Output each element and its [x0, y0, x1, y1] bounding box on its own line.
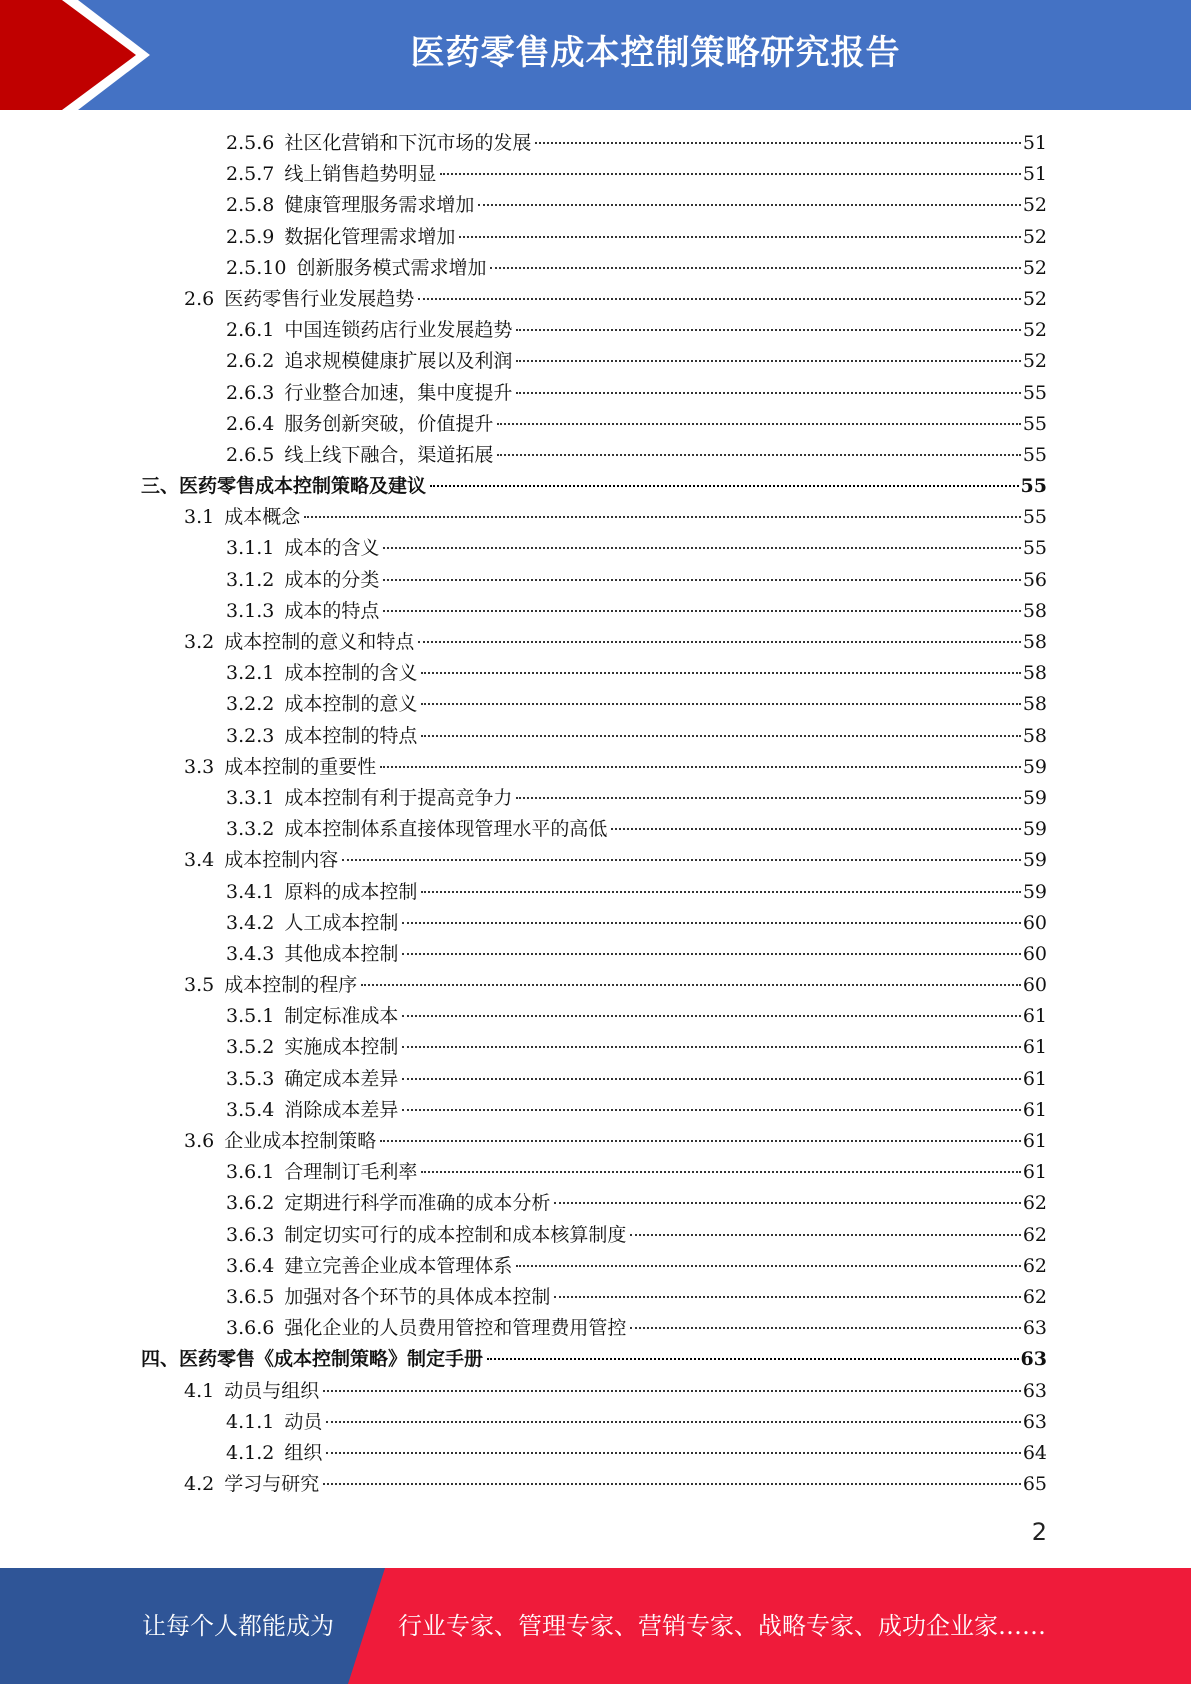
toc-entry-page: 52	[1022, 287, 1047, 310]
toc-dot-leader	[383, 579, 1020, 581]
toc-entry-page: 64	[1022, 1441, 1047, 1464]
toc-entry-title: 成本控制的重要性	[224, 755, 377, 778]
toc-entry-number: 2.6.1	[226, 319, 275, 342]
toc-dot-leader	[630, 1234, 1020, 1236]
toc-entry-4-1-1[interactable]	[0, 1407, 1191, 1438]
toc-entry-page: 58	[1022, 662, 1047, 685]
toc-dot-leader	[430, 485, 1019, 487]
toc-entry-title: 成本控制的特点	[284, 724, 418, 747]
toc-dot-leader	[383, 610, 1020, 612]
toc-entry-title: 制定标准成本	[284, 1005, 399, 1028]
toc-entry-2-5-8[interactable]	[0, 190, 1191, 221]
toc-dot-leader	[402, 1015, 1020, 1017]
toc-entry-title: 三、医药零售成本控制策略及建议	[141, 475, 427, 498]
toc-entry-title: 四、医药零售《成本控制策略》制定手册	[141, 1348, 484, 1371]
toc-dot-leader	[323, 1483, 1021, 1485]
toc-entry-3-3-1[interactable]	[0, 783, 1191, 814]
toc-entry-3-6-3[interactable]	[0, 1220, 1191, 1251]
toc-entry-number: 3.1.1	[226, 537, 275, 560]
toc-entry-title: 建立完善企业成本管理体系	[284, 1254, 513, 1277]
toc-entry-number: 2.5.9	[226, 225, 275, 248]
toc-dot-leader	[304, 516, 1021, 518]
toc-entry-title: 中国连锁药店行业发展趋势	[284, 319, 513, 342]
toc-entry-3-5-1[interactable]	[0, 1001, 1191, 1032]
toc-entry-page: 60	[1022, 974, 1047, 997]
toc-entry-number: 2.6.3	[226, 381, 275, 404]
toc-entry-number: 3.4.2	[226, 911, 275, 934]
toc-entry-number: 3.6.5	[226, 1285, 275, 1308]
toc-entry-2-6-4[interactable]	[0, 409, 1191, 440]
toc-entry-title: 确定成本差异	[284, 1067, 399, 1090]
toc-entry-page: 63	[1022, 1379, 1047, 1402]
toc-entry-number: 3.5.2	[226, 1036, 275, 1059]
toc-entry-page: 58	[1022, 631, 1047, 653]
toc-dot-leader	[421, 1171, 1020, 1173]
toc-entry-number: 3.2.2	[226, 693, 275, 716]
toc-dot-leader	[497, 454, 1020, 456]
toc-entry-3-6-5[interactable]	[0, 1282, 1191, 1313]
toc-entry-page: 52	[1022, 194, 1047, 217]
toc-entry-number: 4.1.2	[226, 1441, 275, 1464]
toc-entry-number: 3.1	[184, 506, 215, 529]
toc-entry-number: 3.6.6	[226, 1317, 275, 1340]
toc-dot-leader	[402, 953, 1020, 955]
toc-entry-3-4-2[interactable]	[0, 908, 1191, 939]
toc-entry-number: 3.6.4	[226, 1254, 275, 1277]
toc-entry-3-4[interactable]	[0, 845, 1191, 876]
toc-entry-title: 数据化管理需求增加	[284, 225, 456, 248]
toc-entry-number: 3.4.1	[226, 880, 275, 903]
toc-entry-2-5-6[interactable]	[0, 128, 1191, 159]
toc-entry-number: 2.6.2	[226, 350, 275, 373]
toc-entry-page: 58	[1022, 599, 1047, 622]
toc-entry-3-4-1[interactable]	[0, 877, 1191, 908]
toc-entry-page: 60	[1022, 911, 1047, 934]
page-number: 2	[1031, 1518, 1047, 1546]
toc-entry-title: 加强对各个环节的具体成本控制	[284, 1285, 551, 1308]
toc-dot-leader	[630, 1327, 1020, 1329]
toc-entry-page: 62	[1022, 1254, 1047, 1277]
toc-dot-leader	[421, 891, 1020, 893]
toc-entry-page: 61	[1022, 1067, 1047, 1090]
toc-dot-leader	[402, 922, 1020, 924]
toc-entry-3-5[interactable]	[0, 970, 1191, 1001]
toc-entry-title: 其他成本控制	[284, 942, 399, 965]
toc-entry-number: 3.6.3	[226, 1223, 275, 1246]
toc-entry-number: 3.5.4	[226, 1098, 275, 1121]
toc-entry-4-2[interactable]	[0, 1469, 1191, 1500]
toc-entry-2-5-7[interactable]	[0, 159, 1191, 190]
toc-entry-3-6-2[interactable]	[0, 1188, 1191, 1219]
toc-entry-title: 线上销售趋势明显	[284, 163, 437, 186]
toc-dot-leader	[402, 1078, 1020, 1080]
toc-entry-page: 56	[1022, 568, 1047, 591]
toc-entry-3-1[interactable]	[0, 502, 1191, 533]
toc-dot-leader	[497, 423, 1020, 425]
page-header	[0, 0, 1191, 110]
toc-entry-number: 3.6.2	[226, 1192, 275, 1215]
toc-entry-2-6[interactable]	[0, 284, 1191, 315]
toc-entry-3-1-3[interactable]	[0, 596, 1191, 627]
toc-entry-number: 2.5.8	[226, 194, 275, 217]
toc-entry-3-6-6[interactable]	[0, 1313, 1191, 1344]
toc-entry-3-1-2[interactable]	[0, 565, 1191, 596]
toc-entry-number: 2.5.6	[226, 132, 275, 154]
toc-entry-title: 定期进行科学而准确的成本分析	[284, 1192, 551, 1215]
toc-dot-leader	[380, 1140, 1021, 1142]
toc-entry-3-2-3[interactable]	[0, 721, 1191, 752]
toc-entry-title: 线上线下融合，渠道拓展	[284, 443, 494, 466]
toc-entry-page: 59	[1022, 880, 1047, 903]
toc-entry-title: 动员与组织	[224, 1379, 320, 1402]
toc-entry-number: 3.5.3	[226, 1067, 275, 1090]
toc-entry-4-1[interactable]	[0, 1376, 1191, 1407]
toc-dot-leader	[478, 204, 1020, 206]
toc-entry-title: 医药零售行业发展趋势	[224, 287, 415, 310]
toc-entry-3-5-2[interactable]	[0, 1032, 1191, 1063]
toc-entry-page: 61	[1022, 1036, 1047, 1059]
toc-dot-leader	[418, 298, 1021, 300]
toc-dot-leader	[490, 267, 1020, 269]
toc-entry-title: 强化企业的人员费用管控和管理费用管控	[284, 1317, 627, 1340]
toc-entry-title: 原料的成本控制	[284, 880, 418, 903]
toc-entry-2-5-9[interactable]	[0, 222, 1191, 253]
toc-dot-leader	[554, 1296, 1020, 1298]
toc-entry-title: 成本控制有利于提高竞争力	[284, 786, 513, 809]
page-footer	[0, 1568, 1191, 1684]
toc-entry-number: 2.6	[184, 287, 215, 310]
toc-entry-page: 52	[1022, 256, 1047, 279]
toc-entry-title: 组织	[284, 1441, 323, 1464]
toc-entry-title: 追求规模健康扩展以及利润	[284, 350, 513, 373]
toc-entry-number: 2.6.5	[226, 443, 275, 466]
document-title: 医药零售成本控制策略研究报告	[410, 33, 901, 73]
toc-entry-page: 55	[1022, 443, 1047, 466]
toc-dot-leader	[535, 142, 1020, 144]
toc-entry-title: 成本控制体系直接体现管理水平的高低	[284, 818, 608, 841]
toc-entry-3-2-1[interactable]	[0, 658, 1191, 689]
toc-dot-leader	[516, 329, 1020, 331]
toc-dot-leader	[380, 766, 1021, 768]
toc-entry-number: 4.1.1	[226, 1410, 275, 1433]
toc-entry-number: 2.6.4	[226, 412, 275, 435]
toc-dot-leader	[611, 828, 1020, 830]
toc-entry-page: 55	[1020, 475, 1047, 498]
toc-dot-leader	[342, 859, 1021, 861]
toc-dot-leader	[361, 984, 1021, 986]
toc-entry-page: 59	[1022, 849, 1047, 872]
toc-entry-number: 3.1.3	[226, 599, 275, 622]
toc-entry-title: 消除成本差异	[284, 1098, 399, 1121]
toc-entry-title: 创新服务模式需求增加	[296, 256, 487, 279]
toc-entry-title: 成本控制的含义	[284, 662, 418, 685]
toc-entry-3-6[interactable]	[0, 1126, 1191, 1157]
toc-entry-3-2-2[interactable]	[0, 689, 1191, 720]
toc-dot-leader	[421, 703, 1020, 705]
toc-dot-leader	[516, 1265, 1020, 1267]
toc-entry-number: 3.2.3	[226, 724, 275, 747]
toc-entry-3-2[interactable]	[0, 627, 1191, 658]
toc-entry-number: 3.6.1	[226, 1161, 275, 1184]
toc-entry-title: 动员	[284, 1410, 323, 1433]
toc-entry-title: 成本概念	[224, 506, 301, 529]
toc-dot-leader	[516, 797, 1020, 799]
toc-entry-2-6-3[interactable]	[0, 378, 1191, 409]
toc-entry-page: 61	[1022, 1005, 1047, 1028]
toc-dot-leader	[516, 392, 1020, 394]
toc-entry-page: 61	[1022, 1098, 1047, 1121]
toc-entry-title: 学习与研究	[224, 1473, 320, 1496]
toc-entry-page: 62	[1022, 1192, 1047, 1215]
toc-entry-number: 3.4	[184, 849, 215, 872]
toc-entry-title: 成本的分类	[284, 568, 380, 591]
toc-entry-number: 3.2	[184, 631, 215, 653]
toc-entry-number: 3.5	[184, 974, 215, 997]
toc-entry-page: 63	[1022, 1410, 1047, 1433]
toc-entry-page: 59	[1022, 755, 1047, 778]
toc-entry-page: 58	[1022, 693, 1047, 716]
toc-entry-number: 3.4.3	[226, 942, 275, 965]
toc-entry-number: 3.1.2	[226, 568, 275, 591]
toc-entry-3-4-3[interactable]	[0, 939, 1191, 970]
toc-entry-page: 51	[1022, 163, 1047, 186]
toc-entry-page: 52	[1022, 225, 1047, 248]
toc-dot-leader	[326, 1421, 1020, 1423]
toc-entry-page: 55	[1022, 381, 1047, 404]
toc-entry-2-5-10[interactable]	[0, 253, 1191, 284]
toc-entry-page: 55	[1022, 537, 1047, 560]
toc-entry-number: 3.6	[184, 1130, 215, 1152]
toc-entry-page: 59	[1022, 818, 1047, 841]
toc-dot-leader	[418, 641, 1021, 643]
toc-entry-3-1-1[interactable]	[0, 533, 1191, 564]
table-of-contents	[0, 128, 1191, 1500]
toc-entry-page: 63	[1022, 1317, 1047, 1340]
toc-entry-number: 2.5.10	[226, 256, 287, 279]
toc-entry-title: 健康管理服务需求增加	[284, 194, 475, 217]
toc-entry-2-6-1[interactable]	[0, 315, 1191, 346]
toc-entry-page: 61	[1022, 1161, 1047, 1184]
toc-entry-2-6-2[interactable]	[0, 346, 1191, 377]
toc-entry-3-3[interactable]	[0, 752, 1191, 783]
toc-entry-title: 服务创新突破，价值提升	[284, 412, 494, 435]
toc-entry-chapter-11[interactable]	[0, 471, 1191, 502]
toc-entry-title: 企业成本控制策略	[224, 1130, 377, 1152]
toc-dot-leader	[516, 360, 1020, 362]
toc-entry-page: 61	[1022, 1130, 1047, 1152]
toc-entry-3-6-1[interactable]	[0, 1157, 1191, 1188]
toc-entry-page: 55	[1022, 412, 1047, 435]
toc-entry-page: 58	[1022, 724, 1047, 747]
toc-dot-leader	[487, 1358, 1019, 1360]
toc-entry-number: 4.1	[184, 1379, 215, 1402]
toc-entry-number: 3.3.1	[226, 786, 275, 809]
toc-entry-number: 3.3	[184, 755, 215, 778]
toc-dot-leader	[421, 735, 1020, 737]
toc-entry-number: 4.2	[184, 1473, 215, 1496]
toc-entry-page: 62	[1022, 1285, 1047, 1308]
toc-entry-number: 3.5.1	[226, 1005, 275, 1028]
toc-entry-title: 人工成本控制	[284, 911, 399, 934]
toc-entry-title: 实施成本控制	[284, 1036, 399, 1059]
toc-entry-number: 2.5.7	[226, 163, 275, 186]
toc-entry-title: 成本的含义	[284, 537, 380, 560]
toc-entry-4-1-2[interactable]	[0, 1438, 1191, 1469]
toc-entry-page: 52	[1022, 350, 1047, 373]
toc-entry-title: 制定切实可行的成本控制和成本核算制度	[284, 1223, 627, 1246]
toc-dot-leader	[440, 173, 1020, 175]
toc-entry-2-6-5[interactable]	[0, 440, 1191, 471]
toc-entry-page: 51	[1022, 132, 1047, 154]
toc-entry-title: 行业整合加速，集中度提升	[284, 381, 513, 404]
toc-entry-title: 成本控制的意义和特点	[224, 631, 415, 653]
toc-entry-title: 成本控制的意义	[284, 693, 418, 716]
toc-entry-title: 合理制订毛利率	[284, 1161, 418, 1184]
toc-entry-title: 成本的特点	[284, 599, 380, 622]
toc-dot-leader	[459, 236, 1020, 238]
toc-entry-page: 60	[1022, 942, 1047, 965]
toc-dot-leader	[326, 1452, 1020, 1454]
footer-slogan-right: 行业专家、管理专家、营销专家、战略专家、成功企业家……	[398, 1612, 1046, 1640]
toc-entry-number: 3.3.2	[226, 818, 275, 841]
toc-entry-title: 成本控制内容	[224, 849, 339, 872]
toc-entry-chapter-39[interactable]	[0, 1344, 1191, 1375]
header-arrow-decoration	[0, 0, 160, 110]
toc-entry-page: 65	[1022, 1473, 1047, 1496]
toc-entry-page: 62	[1022, 1223, 1047, 1246]
toc-entry-page: 63	[1020, 1348, 1047, 1371]
toc-dot-leader	[554, 1202, 1020, 1204]
toc-entry-page: 52	[1022, 319, 1047, 342]
toc-entry-page: 59	[1022, 786, 1047, 809]
toc-dot-leader	[383, 547, 1020, 549]
toc-entry-number: 3.2.1	[226, 662, 275, 685]
toc-entry-3-5-4[interactable]	[0, 1095, 1191, 1126]
toc-entry-title: 社区化营销和下沉市场的发展	[284, 132, 532, 154]
toc-dot-leader	[402, 1109, 1020, 1111]
toc-dot-leader	[402, 1046, 1020, 1048]
footer-slogan-left: 让每个人都能成为	[142, 1612, 334, 1640]
toc-entry-3-3-2[interactable]	[0, 814, 1191, 845]
toc-entry-page: 55	[1022, 506, 1047, 529]
toc-entry-title: 成本控制的程序	[224, 974, 358, 997]
toc-dot-leader	[421, 672, 1020, 674]
toc-dot-leader	[323, 1390, 1021, 1392]
toc-entry-3-6-4[interactable]	[0, 1251, 1191, 1282]
toc-entry-3-5-3[interactable]	[0, 1064, 1191, 1095]
